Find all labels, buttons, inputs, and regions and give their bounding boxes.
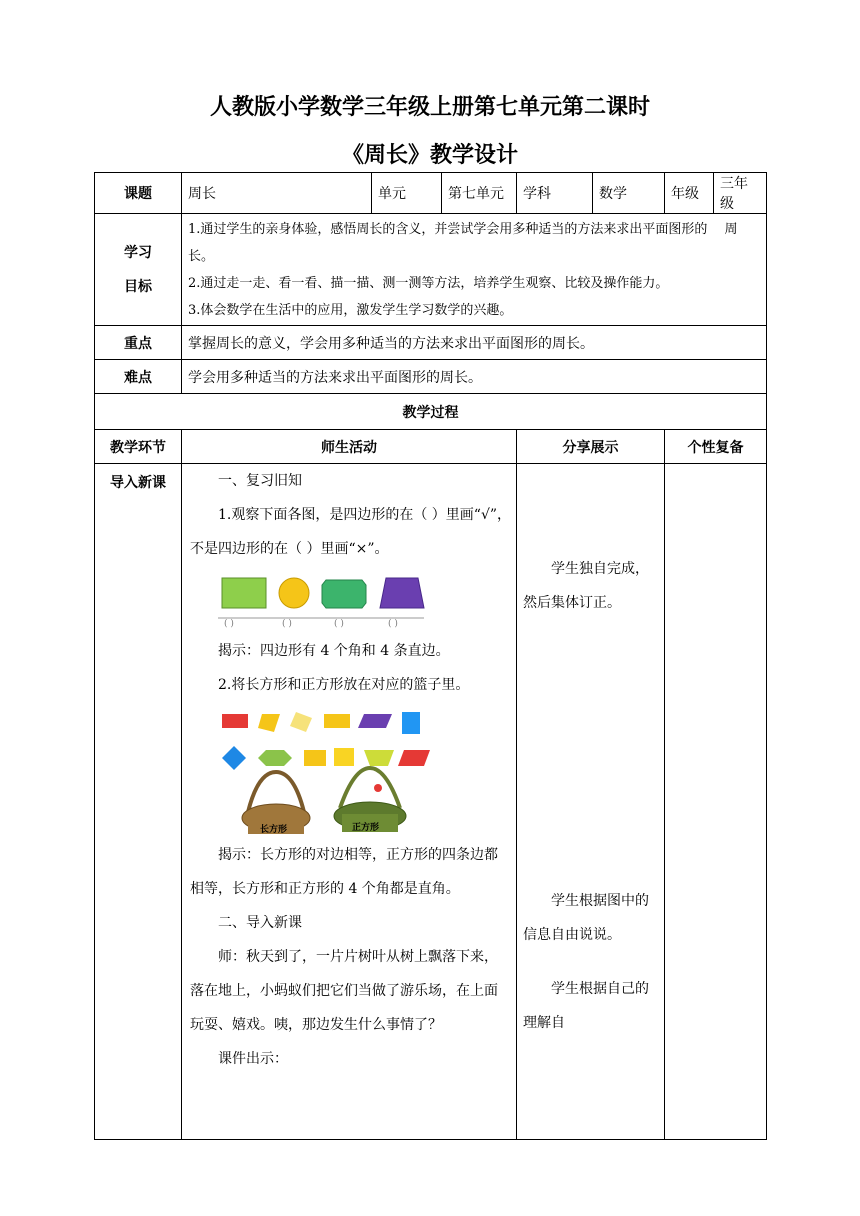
key-point-label: 重点 xyxy=(95,326,182,360)
topic-value: 周长 xyxy=(182,173,372,214)
activity-line: 1.观察下面各图，是四边形的在（ ）里画“√”， xyxy=(218,507,512,523)
process-heading: 教学过程 xyxy=(95,394,767,430)
unit-value: 第七单元 xyxy=(442,173,517,214)
subject-label: 学科 xyxy=(517,173,593,214)
goals-label: 学习 目标 xyxy=(95,214,182,326)
basket-label-square: 正方形 xyxy=(352,823,380,833)
grade-value: 三年级 xyxy=(714,173,767,214)
key-point-text: 掌握周长的意义，学会用多种适当的方法来求出平面图形的周长。 xyxy=(182,326,767,360)
sorting-baskets-image xyxy=(218,708,430,838)
basket-label-rectangle: 长方形 xyxy=(260,825,288,835)
share-cell xyxy=(517,464,665,1140)
activity-line: 相等，长方形和正方形的 4 个角都是直角。 xyxy=(190,881,460,897)
activity-line: 揭示：四边形有 4 个角和 4 条直边。 xyxy=(218,643,450,659)
goals-content xyxy=(182,214,767,326)
activity-line: 揭示：长方形的对边相等，正方形的四条边都 xyxy=(218,847,498,863)
col-share: 分享展示 xyxy=(517,430,665,464)
quadrilateral-shapes-image xyxy=(218,572,428,630)
goal-item: 2.通过走一走、看一看、描一描、测一测等方法，培养学生观察、比较及操作能力。 xyxy=(188,275,669,291)
difficulty-label: 难点 xyxy=(95,360,182,394)
share-note: 学生独自完成，然后集体订正。 xyxy=(523,561,649,611)
activity-cell xyxy=(182,464,517,1140)
goal-item: 3.体会数学在生活中的应用，激发学生学习数学的兴趣。 xyxy=(188,302,513,318)
svg-text:( ): ( ) xyxy=(282,619,292,629)
col-activity: 师生活动 xyxy=(182,430,517,464)
col-stage: 教学环节 xyxy=(95,430,182,464)
grade-label: 年级 xyxy=(665,173,714,214)
lesson-plan-table xyxy=(94,172,767,1140)
stage-cell: 导入新课 xyxy=(95,464,182,1140)
share-note: 学生根据自己的理解自 xyxy=(523,981,649,1031)
activity-line: 师：秋天到了，一片片树叶从树上飘落下来， xyxy=(218,949,498,965)
svg-text:( ): ( ) xyxy=(224,619,234,629)
svg-text:( ): ( ) xyxy=(334,619,344,629)
activity-line: 落在地上，小蚂蚁们把它们当做了游乐场，在上面 xyxy=(190,983,498,999)
doc-title-line2: 《周长》教学设计 xyxy=(341,143,518,168)
unit-label: 单元 xyxy=(372,173,442,214)
col-prep: 个性复备 xyxy=(665,430,767,464)
activity-line: 玩耍、嬉戏。咦，那边发生什么事情了？ xyxy=(190,1017,442,1033)
activity-line: 二、导入新课 xyxy=(218,915,302,931)
subject-value: 数学 xyxy=(593,173,665,214)
goal-item: 1.通过学生的亲身体验，感悟周长的含义，并尝试学会用多种适当的方法来求出平面图形的 周长。 xyxy=(188,221,738,264)
activity-line: 一、复习旧知 xyxy=(218,473,302,489)
prep-cell xyxy=(665,464,767,1140)
svg-text:( ): ( ) xyxy=(388,619,398,629)
doc-title-line1: 人教版小学数学三年级上册第七单元第二课时 xyxy=(209,95,650,120)
difficulty-text: 学会用多种适当的方法来求出平面图形的周长。 xyxy=(182,360,767,394)
topic-label: 课题 xyxy=(95,173,182,214)
activity-line: 2.将长方形和正方形放在对应的篮子里。 xyxy=(218,677,470,693)
activity-line: 课件出示： xyxy=(218,1051,288,1067)
activity-line: 不是四边形的在（ ）里画“×”。 xyxy=(190,541,389,557)
share-note: 学生根据图中的信息自由说说。 xyxy=(523,893,649,943)
